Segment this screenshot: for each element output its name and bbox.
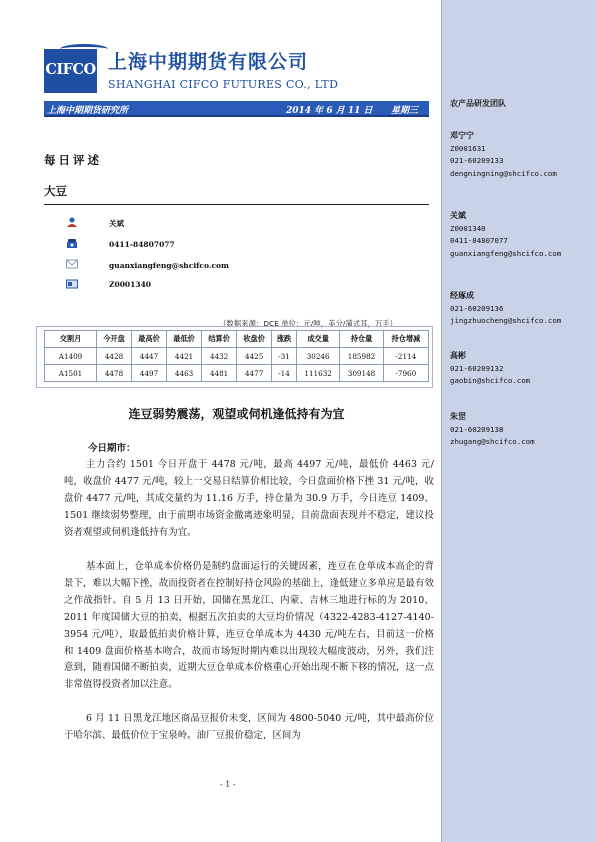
page-number: - 1 - <box>220 780 236 789</box>
col-header: 持仓增减 <box>383 331 428 348</box>
author-license: Z0001340 <box>109 280 152 289</box>
table-cell: -2114 <box>383 348 428 365</box>
col-header: 成交量 <box>296 331 339 348</box>
table-cell: 4425 <box>237 348 272 365</box>
table-row <box>45 365 429 382</box>
table-cell: -7960 <box>383 365 428 382</box>
company-name-en: SHANGHAI CIFCO FUTURES CO., LTD <box>108 78 339 91</box>
table-row <box>45 348 429 365</box>
table-cell: 4463 <box>167 365 202 382</box>
contact-email[interactable]: guanxiangfeng@shcifco.com <box>450 248 562 258</box>
phone-icon <box>66 238 78 248</box>
col-header: 结算价 <box>202 331 237 348</box>
sidebar-contact <box>450 350 530 388</box>
col-header: 交割月 <box>45 331 97 348</box>
contact-email[interactable]: gaobin@shcifco.com <box>450 376 531 385</box>
contact-email[interactable]: zhugang@shcifco.com <box>450 437 535 446</box>
contact-name: 邓宁宁 <box>450 131 474 140</box>
table-cell: -31 <box>272 348 297 365</box>
divider <box>44 204 429 205</box>
article-paragraph: 6 月 11 日黑龙江地区商品豆报价未变，区间为 4800-5040 元/吨，其中最高价位于哈尔滨、最低价位于宝泉岭。油厂豆报价稳定，区间为 <box>64 713 434 741</box>
contact-name: 高彬 <box>450 351 466 360</box>
table-cell: 185982 <box>340 348 383 365</box>
contact-name: 朱罡 <box>450 412 466 421</box>
col-header: 最高价 <box>132 331 167 348</box>
contact-email[interactable]: jingzhuocheng@shcifco.com <box>450 316 562 325</box>
company-name-cn: 上海中期期货有限公司 <box>108 51 309 73</box>
table-cell: 4428 <box>97 348 132 365</box>
email-icon <box>66 259 78 269</box>
sidebar-contact <box>450 290 561 328</box>
section-title: 每日评述 <box>44 153 102 167</box>
license-icon <box>66 279 78 289</box>
contact-email[interactable]: dengningning@shcifco.com <box>450 168 557 178</box>
table-cell: A1501 <box>45 365 97 382</box>
table-cell: 30246 <box>296 348 339 365</box>
table-source-note: （数据来源：DCE 单位：元/吨，美分/蒲式耳，万手） <box>219 319 398 328</box>
contact-phone: 021-60209136 <box>450 303 504 313</box>
contact-phone: 021-60209133 <box>450 156 504 165</box>
col-header: 最低价 <box>167 331 202 348</box>
sidebar-contact <box>450 411 535 449</box>
table-cell: 4447 <box>132 348 167 365</box>
table-cell: 4481 <box>202 365 237 382</box>
table-cell: 4477 <box>237 365 272 382</box>
logo-text: CIFCO <box>45 61 96 78</box>
table-cell: A1409 <box>45 348 97 365</box>
contact-name: 关斌 <box>450 211 466 220</box>
commodity-title: 大豆 <box>44 184 67 198</box>
table-header-row <box>45 331 429 348</box>
col-header: 持仓量 <box>340 331 383 348</box>
author-phone: 0411-84807077 <box>109 240 175 249</box>
sidebar-contact <box>450 130 557 180</box>
sidebar-contact <box>450 210 561 260</box>
article-title: 连豆弱势震荡，观望或伺机逢低持有为宜 <box>128 407 345 421</box>
contact-name: 经琢成 <box>450 291 474 300</box>
institute-name: 上海中期期货研究所 <box>47 106 129 116</box>
table-cell: 4497 <box>132 365 167 382</box>
author-email[interactable]: guanxiangfeng@shcifco.com <box>109 261 229 270</box>
table-cell: -14 <box>272 365 297 382</box>
article-paragraph: 主力合约 1501 今日开盘于 4478 元/吨，最高 4497 元/吨，最低价 4463 元/吨，收盘价 4477 元/吨，较上一交易日结算价相比较，今日盘面价格下挫 31 元/吨，收盘价 4477 元/吨，其成交量约为 11.16 万手，持仓量为 30.9 万手，今日连豆 1409、1501 继续弱势整理，由于前期市场资金撤离迹象明显，目前盘面表现并不稳定，建议投资者观望或伺机逢低持有为宜。 <box>64 459 434 538</box>
col-header: 收盘价 <box>237 331 272 348</box>
author-name: 关斌 <box>109 219 124 228</box>
table-cell: 309148 <box>340 365 383 382</box>
contact-phone: 0411-84807077 <box>450 236 508 245</box>
report-weekday: 星期三 <box>391 106 419 116</box>
table-cell: 4421 <box>167 348 202 365</box>
contact-phone: 021-60209138 <box>450 424 504 434</box>
col-header: 涨跌 <box>272 331 297 348</box>
report-date: 2014 年 6 月 11 日 <box>286 106 373 116</box>
table-cell: 4432 <box>202 348 237 365</box>
article-subheading: 今日期市： <box>88 443 136 454</box>
team-title: 农产品研发团队 <box>450 99 506 108</box>
col-header: 今开盘 <box>97 331 132 348</box>
contact-license: Z0001340 <box>450 223 486 233</box>
table-cell: 4478 <box>97 365 132 382</box>
contact-license: Z0001631 <box>450 143 486 153</box>
article-paragraph: 基本面上，仓单成本价格仍是制约盘面运行的关键因素，连豆在仓单成本高企的背景下，难以大幅下挫，故而投资者在控制好持仓风险的基础上，逢低建立多单应是最有效之作战指针。自 5 月 13 日开始，国储在黑龙江、内蒙、吉林三地进行标的为 2010、2011 年度国储大豆的拍卖，根据五次拍卖的大豆均价情况（4322-4283-4127-4140-3954 元/吨），取最低拍卖价格计算，连豆仓单成本为 4430 元/吨左右，目前这一价格和 1409 盘面价格基本吻合，故而市场短时期内难以出现较大幅度波动，另外，我们注意到，随着国储不断拍卖，近期大豆仓单成本价格重心开始出现不断下移的情况，这一点非常值得投资者加以注意。 <box>64 561 434 691</box>
contact-phone: 021-60209132 <box>450 363 504 373</box>
person-icon <box>66 217 78 227</box>
quote-table <box>44 330 429 382</box>
table-cell: 111632 <box>296 365 339 382</box>
